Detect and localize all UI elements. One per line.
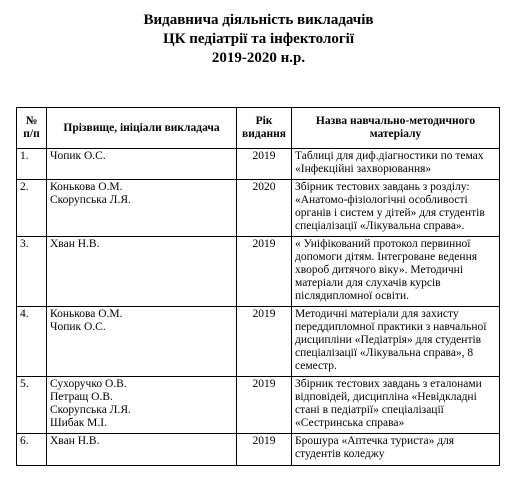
row-number: 2.	[17, 180, 47, 237]
row-teachers: Хван Н.В.	[47, 434, 237, 466]
row-year: 2019	[237, 307, 292, 377]
publications-table	[16, 107, 500, 466]
column-header-number: № п/п	[17, 108, 47, 149]
row-number: 1.	[17, 149, 47, 180]
row-material: Таблиці для диф.діагностики по темах «Інфекційні захворювання»	[292, 149, 500, 180]
column-header-material: Назва навчально-методичного матеріалу	[292, 108, 500, 149]
row-number: 5.	[17, 377, 47, 434]
column-header-teacher: Прізвище, ініціали викладача	[47, 108, 237, 149]
row-year: 2019	[237, 237, 292, 307]
row-teachers: Чопик О.С.	[47, 149, 237, 180]
title-line-3: 2019-2020 н.р.	[211, 50, 306, 66]
table-row	[17, 237, 500, 307]
row-number: 3.	[17, 237, 47, 307]
row-teachers: Хван Н.В.	[47, 237, 237, 307]
table-row	[17, 149, 500, 180]
row-year: 2019	[237, 377, 292, 434]
row-year: 2020	[237, 180, 292, 237]
row-number: 4.	[17, 307, 47, 377]
row-material: Збірник тестових завдань з розділу: «Анатомо-фізіологічні особливості органів і систем у дітей» для студентів спеціалізації «Лікувальна справа».	[292, 180, 500, 237]
row-material: Збірник тестових завдань з еталонами відповідей, дисципліна «Невідкладні стані в педіатрії» спеціалізації «Сестринська справа»	[292, 377, 500, 434]
row-material: Брошура «Аптечка туриста» для студентів коледжу	[292, 434, 500, 466]
row-material: Методичні матеріали для захисту переддипломної практики з навчальної дисципліни «Педіатрія» для студентів спеціалізації «Лікувальна справа», 8 семестр.	[292, 307, 500, 377]
row-teachers: Конькова О.М. Скорупська Л.Я.	[47, 180, 237, 237]
row-number: 6.	[17, 434, 47, 466]
table-row	[17, 377, 500, 434]
row-material: « Уніфікований протокол первинної допомоги дітям. Інтегроване ведення хвороб дитячого віку». Методичні матеріали для слухачів курсів післядипломної освіти.	[292, 237, 500, 307]
document-title	[0, 11, 517, 68]
row-year: 2019	[237, 434, 292, 466]
row-teachers: Сухоручко О.В. Петращ О.В. Скорупська Л.Я. Шибак М.І.	[47, 377, 237, 434]
table-row	[17, 180, 500, 237]
table-row	[17, 434, 500, 466]
table-header-row	[17, 108, 500, 149]
table-row	[17, 307, 500, 377]
row-teachers: Конькова О.М. Чопик О.С.	[47, 307, 237, 377]
title-line-2: ЦК педіатрії та інфектології	[162, 31, 355, 47]
row-year: 2019	[237, 149, 292, 180]
title-line-1: Видавнича діяльність викладачів	[143, 12, 374, 28]
column-header-year: Рік видання	[237, 108, 292, 149]
